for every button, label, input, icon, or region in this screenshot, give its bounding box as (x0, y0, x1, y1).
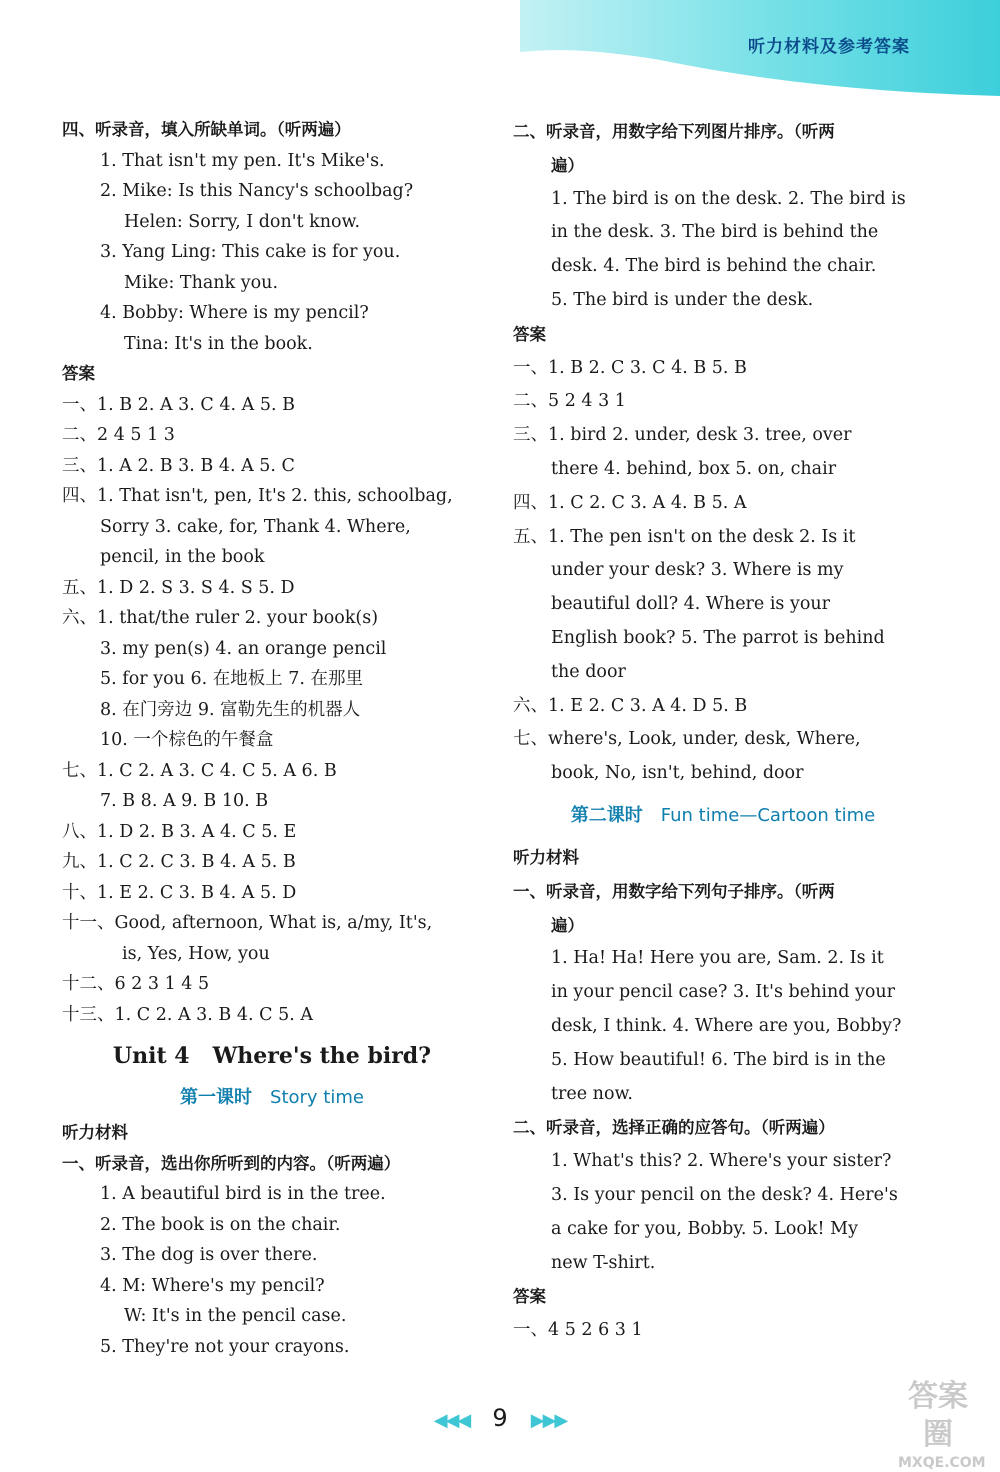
answer-line: there 4. behind, box 5. on, chair (551, 458, 837, 479)
answer-line: pencil, in the book (100, 547, 265, 567)
list-item: 1. Ha! Ha! Here you are, Sam. 2. Is it (551, 948, 884, 969)
listening-heading: 听力材料 (62, 1123, 128, 1142)
answer-line: 九、1. C 2. C 3. B 4. A 5. B (62, 852, 296, 872)
answer-line: 八、1. D 2. B 3. A 4. C 5. E (62, 821, 297, 842)
answer-line: 三、1. A 2. B 3. B 4. A 5. C (62, 455, 295, 476)
answer-line: 7. B 8. A 9. B 10. B (100, 791, 269, 811)
answer-line: 十、1. E 2. C 3. B 4. A 5. D (62, 882, 297, 903)
left-column (62, 115, 482, 1362)
watermark-line1: 答案圈 (908, 1379, 968, 1452)
header-title: 听力材料及参考答案 (748, 37, 910, 57)
answer-line: 四、1. That isn't, pen, It's 2. this, schoolbag, (62, 486, 453, 506)
list-item: 1. The bird is on the desk. 2. The bird is (551, 188, 906, 209)
answer-line: 5. for you 6. 在地板上 7. 在那里 (100, 669, 364, 689)
list-item: Mike: Thank you. (124, 272, 279, 293)
list-item: 5. How beautiful! 6. The bird is in the (551, 1049, 886, 1070)
page-number: 9 (492, 1404, 508, 1432)
answer-line: is, Yes, How, you (122, 943, 270, 964)
answers-heading: 答案 (513, 324, 546, 344)
list-item: 4. M: Where's my pencil? (100, 1275, 325, 1296)
answer-line: 10. 一个棕色的午餐盒 (100, 730, 274, 750)
lesson-number: 第一课时 (180, 1087, 253, 1108)
answer-line: Sorry 3. cake, for, Thank 4. Where, (100, 516, 411, 537)
list-item: 5. The bird is under the desk. (551, 289, 814, 310)
unit-title: Unit 4 Where's the bird? (112, 1043, 432, 1069)
answer-line: 一、4 5 2 6 3 1 (513, 1320, 643, 1341)
answer-line: 七、1. C 2. A 3. C 4. C 5. A 6. B (62, 760, 337, 781)
answer-line: 8. 在门旁边 9. 富勒先生的机器人 (100, 699, 361, 720)
answer-line: 一、1. B 2. A 3. C 4. A 5. B (62, 394, 295, 415)
answers-heading: 答案 (62, 364, 95, 383)
answer-line: 十二、6 2 3 1 4 5 (62, 974, 210, 994)
answer-line: 五、1. The pen isn't on the desk 2. Is it (513, 526, 856, 547)
list-item: 1. A beautiful bird is in the tree. (100, 1184, 386, 1204)
list-item: 4. Bobby: Where is my pencil? (100, 303, 369, 323)
list-item: Tina: It's in the book. (124, 333, 313, 354)
list-item: desk. 4. The bird is behind the chair. (551, 256, 877, 277)
answer-line: 十一、Good, afternoon, What is, a/my, It's, (62, 913, 433, 933)
lesson-name: Story time (270, 1087, 364, 1108)
answer-line: 一、1. B 2. C 3. C 4. B 5. B (513, 357, 747, 378)
watermark-logo (898, 1378, 986, 1471)
lesson-title (513, 791, 933, 841)
answer-line: the door (551, 661, 626, 682)
list-item: 5. They're not your crayons. (100, 1336, 350, 1357)
page-footer (0, 1404, 1000, 1432)
answer-line: beautiful doll? 4. Where is your (551, 594, 831, 615)
answer-line: English book? 5. The parrot is behind (551, 627, 885, 648)
right-column (513, 115, 933, 1348)
answer-line: 四、1. C 2. C 3. A 4. B 5. A (513, 492, 747, 513)
section-heading-cont: 遍） (551, 155, 584, 175)
answer-line: 十三、1. C 2. A 3. B 4. C 5. A (62, 1004, 313, 1025)
section-heading: 二、听录音，选择正确的应答句。（听两遍） (513, 1118, 835, 1138)
list-item: new T-shirt. (551, 1252, 656, 1273)
list-item: 3. Yang Ling: This cake is for you. (100, 242, 401, 262)
answer-line: 七、where's, Look, under, desk, Where, (513, 729, 861, 750)
answer-line: 3. my pen(s) 4. an orange pencil (100, 638, 387, 659)
list-item: a cake for you, Bobby. 5. Look! My (551, 1218, 858, 1239)
answer-line: book, No, isn't, behind, door (551, 763, 804, 784)
lesson-number: 第二课时 (570, 804, 643, 826)
answers-heading: 答案 (513, 1287, 546, 1307)
answer-line: 六、1. E 2. C 3. A 4. D 5. B (513, 695, 748, 716)
answer-line: 三、1. bird 2. under, desk 3. tree, over (513, 425, 852, 446)
list-item: in your pencil case? 3. It's behind your (551, 982, 896, 1003)
listening-heading: 听力材料 (513, 847, 579, 867)
list-item: 1. What's this? 2. Where's your sister? (551, 1151, 892, 1172)
section-heading: 一、听录音，用数字给下列句子排序。（听两 (513, 881, 835, 901)
answer-line: 六、1. that/the ruler 2. your book(s) (62, 608, 379, 628)
list-item: 2. Mike: Is this Nancy's schoolbag? (100, 181, 414, 201)
lesson-title (62, 1078, 482, 1118)
right-arrows-icon: ▶▶▶ (530, 1410, 567, 1431)
watermark-line2: MXQE.COM (898, 1455, 986, 1471)
answer-line: 二、5 2 4 3 1 (513, 391, 626, 412)
list-item: tree now. (551, 1083, 633, 1104)
list-item: 3. The dog is over there. (100, 1245, 318, 1265)
list-item: Helen: Sorry, I don't know. (124, 211, 361, 232)
list-item: W: It's in the pencil case. (124, 1306, 347, 1326)
answer-line: under your desk? 3. Where is my (551, 560, 844, 581)
answer-line: 五、1. D 2. S 3. S 4. S 5. D (62, 577, 295, 598)
section-heading: 一、听录音，选出你所听到的内容。（听两遍） (62, 1153, 401, 1173)
answer-line: 二、2 4 5 1 3 (62, 425, 175, 445)
list-item: desk, I think. 4. Where are you, Bobby? (551, 1015, 902, 1036)
section-heading-cont: 遍） (551, 915, 584, 935)
lesson-name: Fun time—Cartoon time (660, 804, 876, 826)
list-item: 2. The book is on the chair. (100, 1214, 341, 1235)
list-item: 3. Is your pencil on the desk? 4. Here's (551, 1184, 898, 1205)
section-heading: 二、听录音，用数字给下列图片排序。（听两 (513, 122, 835, 141)
left-arrows-icon: ◀◀◀ (433, 1410, 470, 1431)
section-heading: 四、听录音，填入所缺单词。（听两遍） (62, 120, 351, 139)
list-item: in the desk. 3. The bird is behind the (551, 222, 879, 243)
list-item: 1. That isn't my pen. It's Mike's. (100, 150, 385, 171)
